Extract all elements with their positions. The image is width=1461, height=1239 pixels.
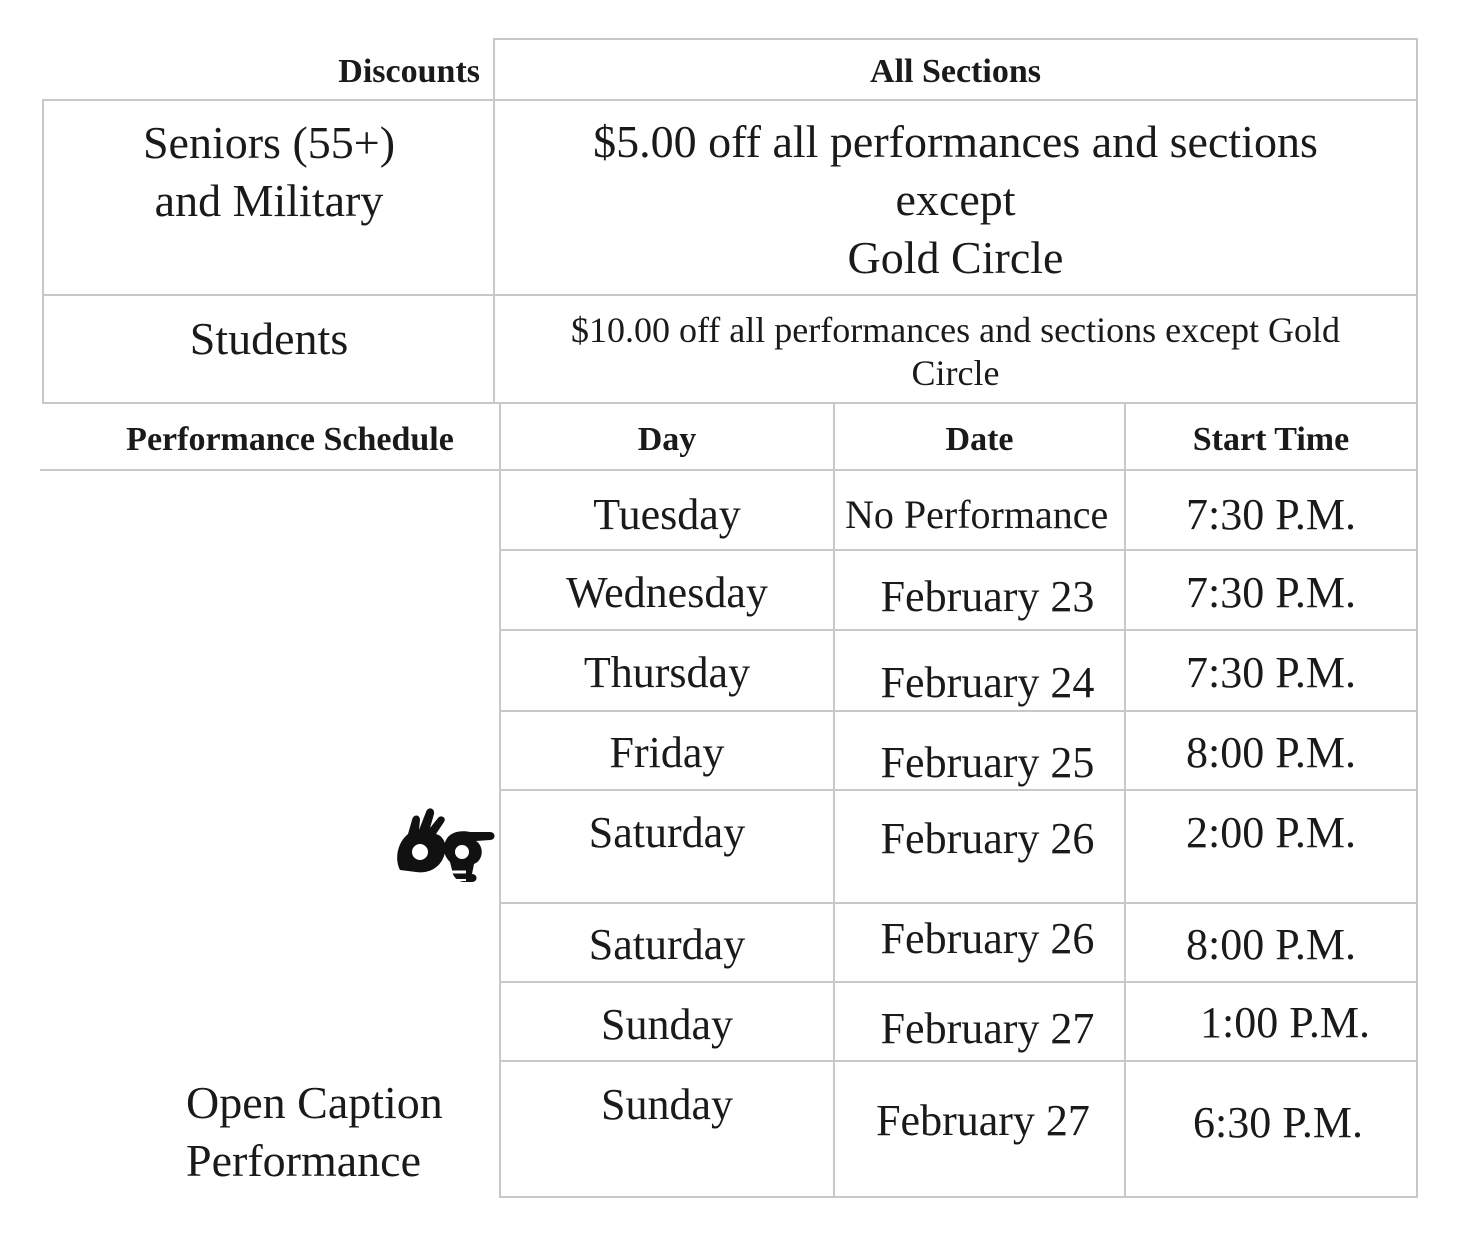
day-cell: Tuesday: [593, 489, 741, 539]
discount-group-line: Seniors (55+): [142, 117, 396, 168]
date-cell: No Performance: [845, 491, 1109, 537]
discounts-header: Discounts: [338, 53, 480, 90]
table-border: [500, 1196, 1418, 1198]
time-cell: 6:30 P.M.: [1193, 1097, 1363, 1147]
table-border: [494, 38, 1418, 40]
time-cell: 8:00 P.M.: [1186, 919, 1356, 969]
column-header-start-time: Start Time: [1192, 421, 1350, 458]
sign-language-interpretation-icon: [392, 800, 498, 892]
date-cell: February 23: [880, 571, 1095, 621]
column-header-day: Day: [637, 421, 697, 458]
table-border: [1416, 38, 1418, 404]
discount-group-line: and Military: [154, 175, 384, 226]
date-cell: February 25: [880, 737, 1095, 787]
discount-detail-line: $10.00 off all performances and sections except Gold: [570, 310, 1341, 350]
open-caption-note: [150, 1074, 500, 1190]
discount-detail-line: $5.00 off all performances and sections: [593, 116, 1318, 167]
time-cell: 7:30 P.M.: [1186, 489, 1356, 539]
schedule-header: Performance Schedule: [126, 421, 454, 458]
discount-detail-line: Gold Circle: [847, 232, 1064, 283]
table-border: [1416, 404, 1418, 1198]
day-cell: Wednesday: [566, 567, 768, 617]
table-border: [500, 981, 1418, 983]
discount-group-students: Students: [189, 313, 349, 364]
date-cell: February 24: [880, 657, 1095, 707]
time-cell: 2:00 P.M.: [1186, 807, 1356, 857]
open-caption-line: Performance: [186, 1135, 421, 1186]
date-cell: February 27: [876, 1095, 1090, 1145]
day-cell: Friday: [609, 727, 725, 777]
discount-detail-line: except: [895, 174, 1016, 225]
day-cell: Sunday: [601, 1079, 733, 1129]
time-cell: 8:00 P.M.: [1186, 727, 1356, 777]
column-header-date: Date: [945, 421, 1014, 458]
time-cell: 1:00 P.M.: [1200, 997, 1370, 1047]
time-cell: 7:30 P.M.: [1186, 567, 1356, 617]
day-cell: Sunday: [601, 999, 733, 1049]
day-cell: Thursday: [583, 647, 751, 697]
discount-group-seniors: [44, 112, 494, 232]
date-cell: February 26: [880, 813, 1095, 863]
discount-detail-seniors: [495, 112, 1416, 288]
time-cell: 7:30 P.M.: [1186, 647, 1356, 697]
discount-detail-students: [495, 306, 1416, 398]
day-cell: Saturday: [588, 807, 746, 857]
all-sections-header: All Sections: [870, 53, 1041, 90]
table-border: [42, 402, 1418, 404]
discount-detail-line: Circle: [911, 353, 1000, 393]
day-cell: Saturday: [588, 919, 746, 969]
open-caption-line: Open Caption: [186, 1077, 443, 1128]
date-cell: February 27: [880, 1003, 1095, 1053]
date-cell: February 26: [880, 913, 1095, 963]
